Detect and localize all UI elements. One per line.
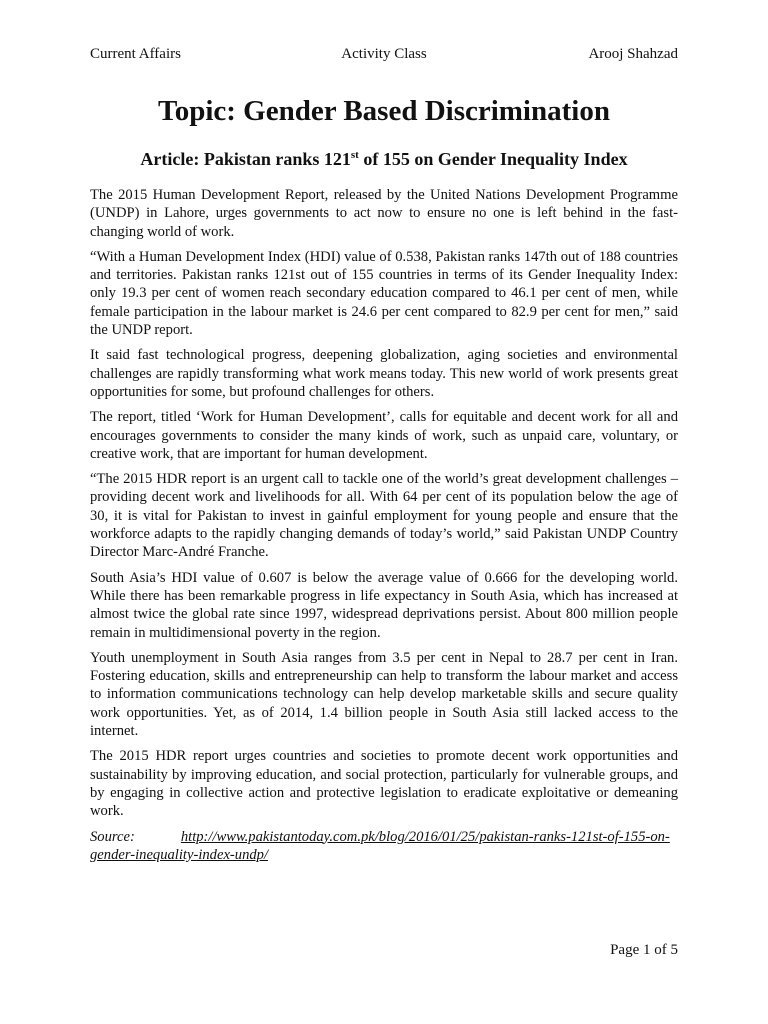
paragraph-6: South Asia’s HDI value of 0.607 is below the average value of 0.666 for the developing world. While there has been remarkable progress in life expectancy in South Asia, which has increased at almost twice the global rate since 1997, widespread deprivations persist. About 800 million people remain in multidimensional poverty in the region.	[90, 569, 678, 641]
source-link[interactable]: http://www.pakistantoday.com.pk/blog/2016/01/25/pakistan-ranks-121st-of-155-on-gender-inequality-index-undp/	[90, 828, 670, 863]
header-class: Activity Class	[341, 46, 427, 62]
paragraph-1: The 2015 Human Development Report, released by the United Nations Development Programme (UNDP) in Lahore, urges governments to act now to ensure no one is left behind in the fast-changing world of work.	[90, 187, 678, 240]
paragraph-4: The report, titled ‘Work for Human Development’, calls for equitable and decent work for all and encourages governments to consider the many kinds of work, such as unpaid care, voluntary, or creative work, that are important for human development.	[90, 409, 678, 462]
article-body	[90, 186, 678, 864]
article-title-main: Article: Pakistan ranks 121	[140, 149, 351, 169]
page-number: Page 1 of 5	[610, 942, 678, 958]
paragraph-3: It said fast technological progress, deepening globalization, aging societies and environmental challenges are rapidly transforming what work means today. This new world of work presents great opportunities for some, but profound challenges for others.	[90, 347, 678, 400]
paragraph-2: “With a Human Development Index (HDI) value of 0.538, Pakistan ranks 147th out of 188 countries and territories. Pakistan ranks 121st out of 155 countries in terms of its Gender Inequality Index: only 19.3 per cent of women reach secondary education compared to 46.1 per cent of men, while female participation in the labour market is 24.6 per cent compared to 82.9 per cent for men,” said the UNDP report.	[90, 248, 678, 339]
header-author: Arooj Shahzad	[588, 46, 678, 62]
topic-title: Topic: Gender Based Discrimination	[158, 95, 610, 127]
article-title-superscript: st	[350, 149, 359, 161]
paragraph-7: Youth unemployment in South Asia ranges from 3.5 per cent in Nepal to 28.7 per cent in Iran. Fostering education, skills and entrepreneurship can help to transform the labour market and access to information communications technology can help develop marketable skills and secure quality work opportunities. Yet, as of 2014, 1.4 billion people in South Asia still lacked access to the internet.	[90, 649, 678, 740]
source-line	[90, 828, 678, 865]
page-header	[90, 46, 678, 66]
article-title-rest: of 155 on Gender Inequality Index	[358, 149, 628, 169]
source-label: Source:	[90, 828, 135, 845]
header-subject: Current Affairs	[90, 46, 181, 62]
article-title	[90, 146, 678, 172]
paragraph-5: “The 2015 HDR report is an urgent call to tackle one of the world’s great development challenges – providing decent work and livelihoods for all. With 64 per cent of its population below the age of 30, it is vital for Pakistan to invest in gainful employment for young people and ensure that the workforce adapts to the rapidly changing demands of today’s world,” said Pakistan UNDP Country Director Marc-André Franche.	[90, 471, 678, 561]
paragraph-8: The 2015 HDR report urges countries and societies to promote decent work opportunities and sustainability by improving education, and social protection, particularly for vulnerable groups, and by engaging in collective action and protective legislation to eradicate exploitative or demeaning work.	[90, 748, 678, 820]
